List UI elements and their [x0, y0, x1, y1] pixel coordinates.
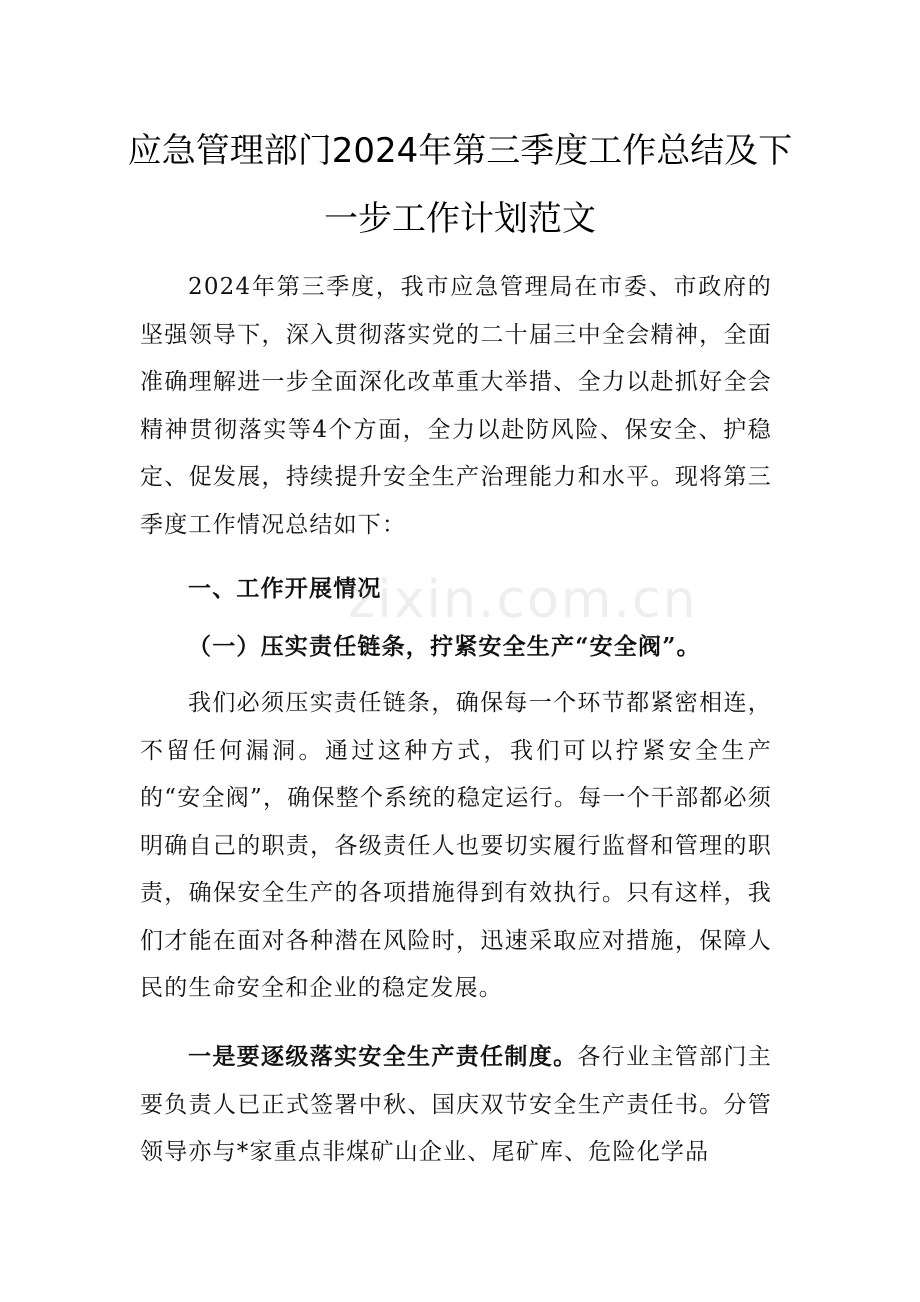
subsection-body-paragraph: 我们必须压实责任链条，确保每一个环节都紧密相连，不留任何漏洞。通过这种方式，我们可以拧紧安全生产的“安全阀”，确保整个系统的稳定运行。每一个干部都必须明确自己的职责，各级责任人也要切实履行监督和管理的职责，确保安全生产的各项措施得到有效执行。只有这样，我们才能在面对各种潜在风险时，迅速采取应对措施，保障人民的生命安全和企业的稳定发展。 — [140, 690, 772, 1001]
section-heading-work-progress: 一、工作开展情况 — [188, 575, 382, 602]
document-title-line-1: 应急管理部门2024年第三季度工作总结及下 — [127, 131, 793, 171]
intro-paragraph: 2024年第三季度，我市应急管理局在市委、市政府的坚强领导下，深入贯彻落实党的二十届三中全会精神，全面准确理解进一步全面深化改革重大举措、全力以赴抓好全会精神贯彻落实等4个方面，全力以赴防风险、保安全、护稳定、促发展，持续提升安全生产治理能力和水平。现将第三季度工作情况总结如下： — [140, 274, 772, 538]
subsection-heading-responsibility: （一）压实责任链条，拧紧安全生产“安全阀”。 — [188, 633, 701, 660]
document-title-line-2: 一步工作计划范文 — [324, 199, 596, 239]
point-one-lead: 一是要逐级落实安全生产责任制度。 — [188, 1043, 578, 1070]
point-one-body: 各行业主管部门主要负责人已正式签署中秋、国庆双节安全生产责任书。分管领导亦与*家重点非煤矿山企业、尾矿库、危险化学品 — [140, 1044, 772, 1165]
site-watermark: zixin.com.cn — [348, 570, 698, 630]
point-one-paragraph — [140, 1033, 772, 1177]
